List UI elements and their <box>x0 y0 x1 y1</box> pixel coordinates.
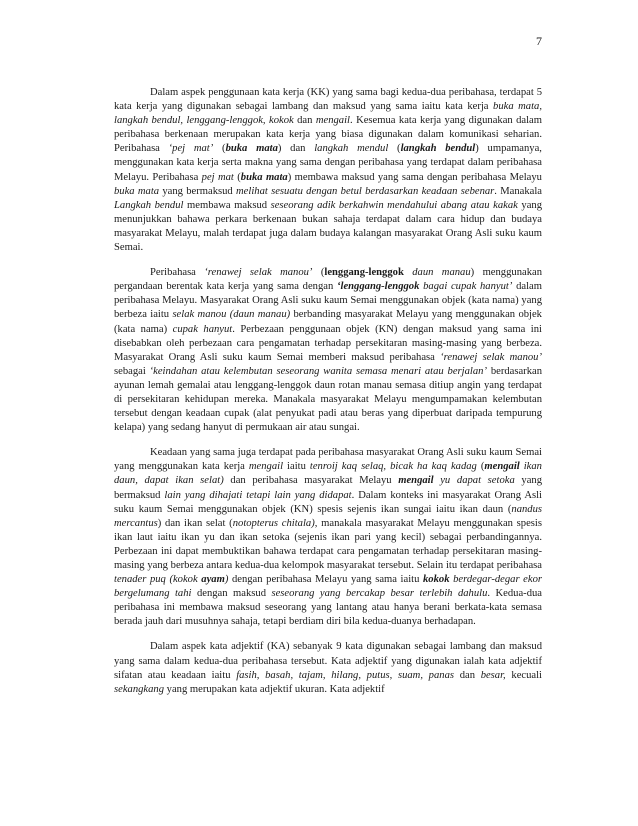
text-run: dengan peribahasa Melayu yang sama iaitu <box>228 574 423 586</box>
text-run: dan <box>454 669 481 681</box>
text-run: Langkah bendul <box>114 199 184 211</box>
text-run: ‘renawej selak manou’ <box>440 351 542 363</box>
text-run: berbanding masyarakat Melayu yang menggunakan objek (kata nama) <box>114 309 542 335</box>
text-run: iaitu <box>283 461 310 473</box>
text-run: seseorang yang bercakap besar terlebih dahulu <box>271 588 488 600</box>
text-run: seseorang adik berkahwin mendahului abang atau kakak <box>270 199 518 211</box>
text-run <box>404 267 412 278</box>
text-run: bagai cupak hanyut’ <box>423 281 513 293</box>
text-run: lain yang dihajati tetapi lain yang didapat <box>164 489 352 501</box>
text-run: Dalam aspek kata adjektif (KA) sebanyak 9 kata digunakan sebagai lambang dan maksud yang sama dalam kedua-dua peribahasa tersebut. Kata adjektif yang digunakan ialah kata adjektif sifatan atau keadaan iaitu <box>114 641 542 681</box>
text-run: mengail <box>398 475 434 487</box>
text-run: . Manakala <box>494 185 543 197</box>
text-run: lenggang-lenggok <box>324 267 404 279</box>
text-run: ( <box>476 461 485 473</box>
text-run: ) dan ikan selat ( <box>157 517 233 529</box>
text-run: notopterus chitala) <box>232 517 315 529</box>
text-run: . Kedua-dua peribahasa ini membawa maksud seseorang yang lantang atau hanya berani berkata-kata semasa berada jauh dari musuhnya sahaja, tetapi berdiam diri bila kedua-duanya berhadapan. <box>114 588 542 628</box>
text-run: tenroij kaq selaq, bicak ha kaq kadag <box>309 461 477 473</box>
text-run: dengan maksud <box>191 588 272 600</box>
paragraph <box>114 640 542 696</box>
text-run: ayam <box>201 574 225 586</box>
text-run: mengail <box>484 461 520 473</box>
text-run: besar, <box>480 669 506 681</box>
text-run: melihat sesuatu dengan betul berdasarkan keadaan sebenar <box>236 185 495 197</box>
text-run: nandus mercantus <box>114 503 542 529</box>
text-run: langkah bendul <box>400 143 476 155</box>
text-run: Peribahasa <box>150 267 205 279</box>
text-run: fasih, basah, tajam, hilang, putus, suam, panas <box>236 669 454 681</box>
text-run: buka mata <box>240 171 288 183</box>
body-text <box>114 86 542 708</box>
text-run: sekangkang <box>114 683 165 695</box>
text-run: kokok <box>423 574 450 586</box>
text-run: selak manou (daun manau) <box>172 309 291 321</box>
text-run: Keadaan yang sama juga terdapat pada peribahasa masyarakat Orang Asli suku kaum Semai yang menggunakan kata kerja <box>114 447 542 473</box>
text-run: yang bermaksud <box>159 185 237 197</box>
text-run: buka mata <box>114 185 160 197</box>
paragraph <box>114 86 542 255</box>
text-run: ( <box>213 143 226 155</box>
text-run: ) membawa maksud yang sama dengan peribahasa Melayu <box>287 171 542 183</box>
text-run: sebagai <box>114 365 150 377</box>
text-run: pej mat <box>201 171 234 183</box>
text-run: ikan daun, dapat ikan selat) <box>114 461 542 487</box>
text-run: langkah mendul <box>314 143 389 155</box>
text-run: dan <box>293 115 316 127</box>
text-run: ( <box>312 267 325 279</box>
text-run: ( <box>233 171 241 183</box>
text-run: mengail <box>248 461 284 473</box>
text-run: yu dapat setoka <box>440 475 515 487</box>
text-run: ‘renawej selak manou’ <box>204 267 313 279</box>
text-run: ) menggunakan pergandaan berentak kata kerja yang sama dengan <box>114 267 542 293</box>
text-run: buka mata <box>225 143 278 155</box>
text-run: kecuali <box>505 669 542 681</box>
text-run: berdasarkan ayunan lemah gemalai atau lenggang-lenggok daun rotan manau semasa ditiup angin yang terdapat di persekitaran kehidupan mereka. Manakala masyarakat Melayu mengumpamakan kelembutan tersebut dengan keadaan cupak (alat penyukat padi atau beras yang diperbuat daripada tempurung kelapa) yang sedang hanyut di permukaan air atau sungai. <box>114 365 543 434</box>
text-run: ‘keindahan atau kelembutan seseorang wanita semasa menari atau berjalan’ <box>149 365 487 377</box>
paragraph <box>114 446 542 629</box>
text-run: yang bermaksud <box>114 475 543 501</box>
text-run: ) <box>224 574 229 586</box>
paragraph <box>114 266 542 435</box>
text-run: berdegar-degar ekor bergelumang tahi <box>114 574 542 600</box>
text-run: ‘pej mat’ <box>168 143 214 155</box>
text-run: , manakala masyarakat Melayu menggunakan spesis ikan laut iaitu ikan yu dan ikan setoka (sejenis ikan pari yang kecil) sebagai perbandingannya. Perbezaan ini dapat membuktikan bahawa terdapat cara pengamatan terhadap persekitaran masing-masing yang berbeza antara kedua-dua kelompok masyarakat tersebut. Selain itu terdapat peribahasa <box>114 517 542 571</box>
text-run: . Dalam konteks ini masyarakat Orang Asli suku kaum Semai menggunakan objek (KN) spesis sejenis ikan sungai iaitu ikan daun ( <box>114 489 542 515</box>
text-run: buka mata, langkah bendul, lenggang-lenggok, kokok <box>114 101 542 127</box>
text-run: yang menunjukkan bahawa perkara berkenaan bukan sahaja terdapat dalam cara hidup dan budaya masyarakat Melayu, malah terdapat juga dalam budaya kalangan masyarakat Orang Asli suku kaum Semai. <box>114 199 542 254</box>
text-run: daun manau <box>412 267 471 279</box>
text-run: yang merupakan kata adjektif ukuran. Kata adjektif <box>164 683 385 695</box>
page-number: 7 <box>536 34 542 48</box>
text-run: membawa maksud <box>183 199 271 211</box>
text-run: mengail <box>315 115 350 127</box>
text-run: . Perbezaan penggunaan objek (KN) dengan maksud yang sama ini disebabkan oleh perbezaan cara pengamatan terhadap persekitaran masing-masing yang berbeza. Masyarakat Orang Asli suku kaum Semai memberi maksud peribahasa <box>114 323 542 363</box>
text-run: ) umpamanya, menggunakan kata kerja serta makna yang sama dengan peribahasa yang terdapat dalam peribahasa Melayu. Peribahasa <box>114 143 542 183</box>
text-run: Dalam aspek penggunaan kata kerja (KK) yang sama bagi kedua-dua peribahasa, terdapat 5 kata kerja yang digunakan sebagai lambang dan maksud yang sama iaitu kata kerja <box>114 87 542 113</box>
text-run: ) dan <box>277 143 315 155</box>
text-run: dan peribahasa masyarakat Melayu <box>223 475 399 487</box>
text-run: tenader puq (kokok <box>114 574 202 586</box>
text-run: cupak hanyut <box>172 323 233 335</box>
text-run: dalam peribahasa Melayu. Masyarakat Orang Asli suku kaum Semai menggunakan objek (kata nama) yang berbeza iaitu <box>114 281 542 321</box>
text-run: ( <box>388 143 401 155</box>
text-run: ‘lenggang-lenggok <box>336 281 420 293</box>
text-run: . Kesemua kata kerja yang digunakan dalam peribahasa berkenaan merupakan kata kerja yang biasa digunakan dalam komunikasi seharian. Peribahasa <box>114 115 542 155</box>
